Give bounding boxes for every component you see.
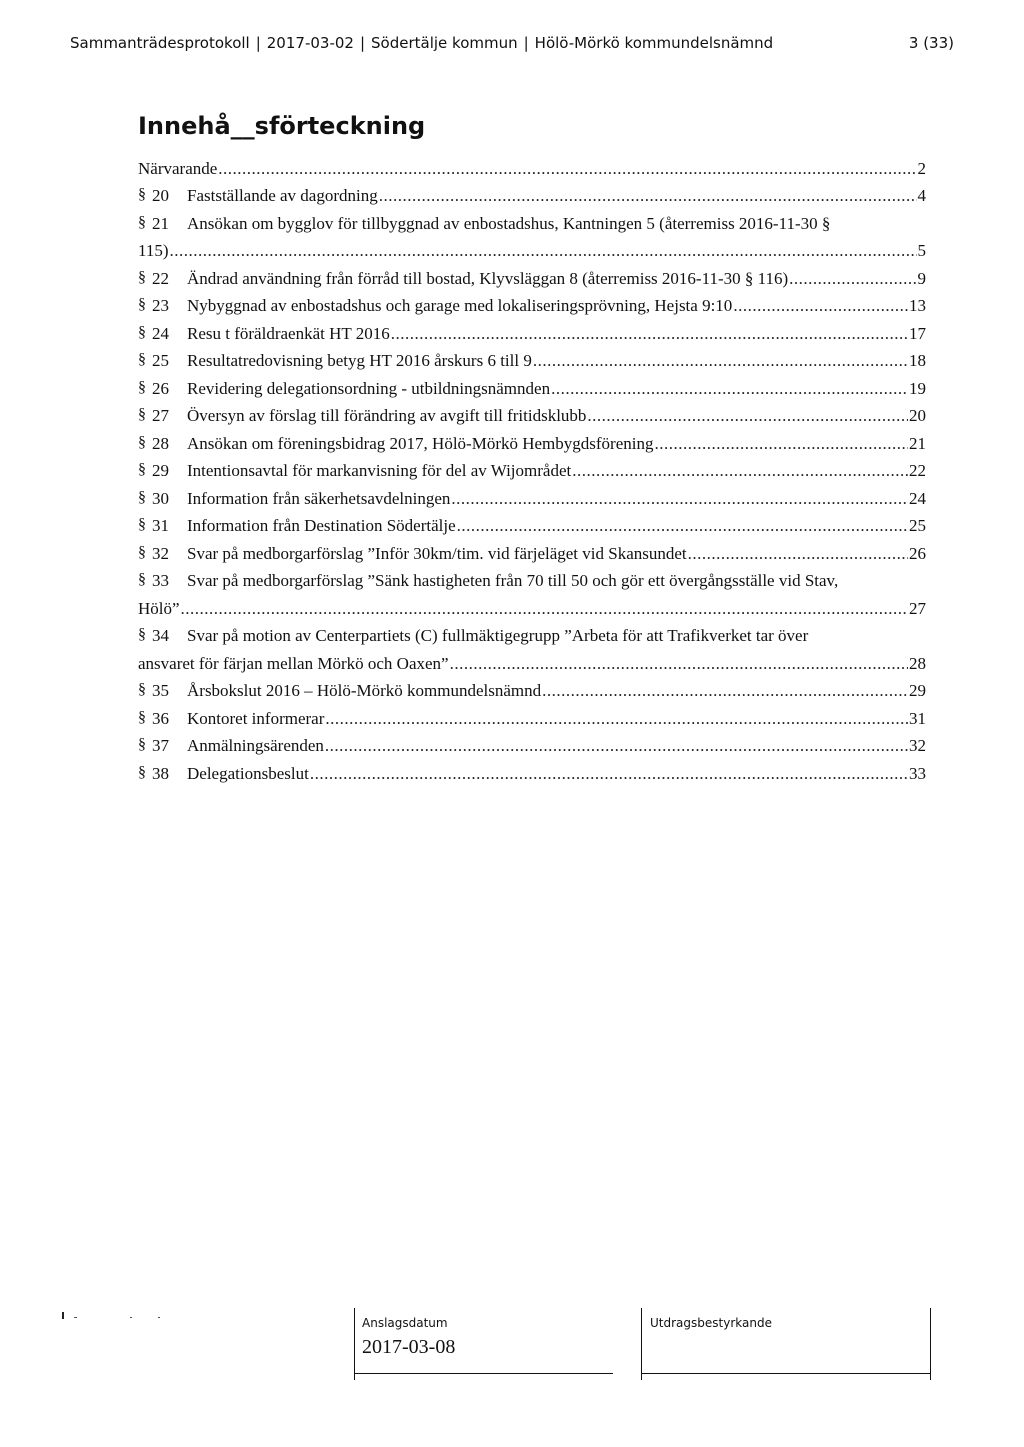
toc-entry-number: 26: [152, 378, 169, 398]
section-symbol: §: [138, 543, 146, 561]
section-symbol: §: [138, 296, 146, 313]
dot-leader: [572, 461, 908, 481]
section-symbol: §: [138, 626, 146, 643]
dot-leader: [655, 434, 909, 454]
toc-entry-title: Information från Destination Södertälje: [187, 516, 456, 535]
toc-entry[interactable]: [138, 296, 926, 324]
toc-entry-number: 35: [152, 681, 169, 700]
toc-entry[interactable]: [138, 269, 926, 297]
dot-leader: [542, 681, 908, 701]
toc-entry-title-cont: ansvaret för färjan mellan Mörkö och Oaxen”: [138, 653, 449, 673]
dot-leader: [391, 324, 908, 344]
table-of-contents: [138, 159, 926, 791]
page-title: Innehå__sförteckning: [138, 112, 426, 140]
toc-entry-page: 31: [909, 708, 926, 728]
section-symbol: §: [138, 378, 146, 396]
toc-entry-line: [138, 626, 926, 654]
section-symbol: §: [138, 461, 146, 478]
section-symbol: §: [138, 736, 146, 753]
footer-underline: [354, 1373, 613, 1374]
page-header: [70, 34, 954, 52]
toc-entry-title: Resu t föräldraenkät HT 2016: [187, 323, 390, 343]
toc-entry-page: 26: [909, 543, 926, 563]
footer-divider: [930, 1308, 931, 1380]
toc-entry[interactable]: [138, 571, 926, 626]
toc-entry-page: 18: [909, 351, 926, 370]
header-committee: Hölö-Mörkö kommundelsnämnd: [534, 34, 774, 52]
toc-entry[interactable]: [138, 764, 926, 792]
toc-entry[interactable]: [138, 544, 926, 572]
toc-entry-page: 25: [909, 516, 926, 535]
page-footer: [0, 1300, 1024, 1380]
dot-leader: [325, 736, 908, 756]
header-doc-type: Sammanträdesprotokoll: [70, 34, 250, 52]
toc-entry-number: 20: [152, 186, 169, 205]
section-symbol: §: [138, 351, 146, 368]
toc-entry-title: Intentionsavtal för markanvisning för del av Wijområdet: [187, 461, 572, 480]
toc-entry[interactable]: [138, 461, 926, 489]
toc-entry[interactable]: [138, 159, 926, 186]
toc-entry-number: 29: [152, 461, 169, 480]
posted-date-label: Anslagsdatum: [362, 1316, 448, 1330]
toc-entry-title: Revidering delegationsordning - utbildningsnämnden: [187, 378, 551, 398]
dot-leader: [450, 654, 908, 674]
posted-date-value: 2017-03-08: [362, 1336, 456, 1358]
toc-entry[interactable]: [138, 736, 926, 764]
certification-label: Utdragsbestyrkande: [650, 1316, 772, 1330]
toc-entry-page: 9: [917, 268, 926, 288]
toc-entry-number: 38: [152, 763, 169, 783]
toc-entry-title: Information från säkerhetsavdelningen: [187, 488, 451, 508]
toc-entry-title: Översyn av förslag till förändring av avgift till fritidsklubb: [187, 406, 587, 425]
toc-entry-title: Nybyggnad av enbostadshus och garage med lokaliseringsprövning, Hejsta 9:10: [187, 296, 733, 315]
section-symbol: §: [138, 488, 146, 506]
dot-leader: [551, 379, 908, 399]
toc-entry-title-cont: Hölö”: [138, 598, 180, 618]
toc-entry-line: [138, 214, 926, 242]
toc-entry-number: 34: [152, 626, 169, 645]
toc-entry-title: Svar på motion av Centerpartiets (C) fullmäktigegrupp ”Arbeta för att Trafikverket tar över: [187, 626, 809, 645]
section-symbol: §: [138, 708, 146, 726]
toc-entry[interactable]: [138, 324, 926, 352]
toc-entry-line: [138, 654, 926, 682]
toc-entry[interactable]: [138, 626, 926, 681]
toc-entry-number: 23: [152, 296, 169, 315]
toc-entry-number: 31: [152, 516, 169, 535]
toc-entry-line: [138, 571, 926, 599]
header-meta: Sammanträdesprotokoll | 2017-03-02 | Södertälje kommun | Hölö-Mörkö kommundelsnämnd: [70, 34, 774, 52]
toc-entry-title: Resultatredovisning betyg HT 2016 årskurs 6 till 9: [187, 351, 532, 370]
toc-entry-page: 4: [917, 186, 926, 205]
section-symbol: §: [138, 268, 146, 286]
dot-leader: [218, 159, 916, 179]
toc-entry-page: 22: [909, 461, 926, 480]
toc-entry-title: Ändrad användning från förråd till bostad, Klyvsläggan 8 (återremiss 2016-11-30 § 116): [187, 268, 789, 288]
toc-entry-title-cont: 115): [138, 241, 169, 260]
section-symbol: §: [138, 681, 146, 698]
toc-entry-title: Anmälningsärenden: [187, 736, 324, 755]
toc-entry[interactable]: [138, 516, 926, 544]
toc-entry-line: [138, 599, 926, 627]
toc-entry-page: 21: [909, 433, 926, 453]
section-symbol: §: [138, 213, 146, 231]
toc-entry-page: 27: [909, 598, 926, 618]
toc-entry-page: 2: [917, 159, 926, 178]
dot-leader: [789, 269, 916, 289]
toc-entry-title: Svar på medborgarförslag ”Sänk hastigheten från 70 till 50 och gör ett övergångsställe vid Stav,: [187, 571, 839, 590]
dot-leader: [451, 489, 908, 509]
section-symbol: §: [138, 406, 146, 423]
dot-leader: [325, 709, 908, 729]
dot-leader: [170, 241, 917, 261]
toc-entry-page: 17: [909, 323, 926, 343]
toc-entry[interactable]: [138, 351, 926, 379]
toc-entry[interactable]: [138, 709, 926, 737]
toc-entry[interactable]: [138, 681, 926, 709]
toc-entry[interactable]: [138, 489, 926, 517]
toc-entry-number: 33: [152, 571, 169, 590]
dot-leader: [457, 516, 908, 536]
dot-leader: [733, 296, 908, 316]
dot-leader: [181, 599, 908, 619]
toc-entry-number: 21: [152, 213, 169, 233]
toc-entry-number: 37: [152, 736, 169, 755]
header-municipality: Södertälje kommun: [371, 34, 518, 52]
toc-entry-title: Kontoret informerar: [187, 708, 325, 728]
toc-entry-title: Ansökan om föreningsbidrag 2017, Hölö-Mörkö Hembygdsförening: [187, 433, 654, 453]
toc-entry-number: 27: [152, 406, 169, 425]
toc-entry-page: 13: [909, 296, 926, 315]
toc-entry-page: 20: [909, 406, 926, 425]
section-symbol: §: [138, 186, 146, 203]
toc-entry-number: 32: [152, 543, 169, 563]
dot-leader: [310, 764, 908, 784]
section-symbol: §: [138, 571, 146, 588]
toc-entry-page: 19: [909, 378, 926, 398]
toc-entry[interactable]: [138, 379, 926, 407]
header-page-number: 3 (33): [908, 34, 954, 52]
toc-entry-page: 5: [917, 241, 926, 260]
toc-entry-page: 24: [909, 488, 926, 508]
footer-underline: [641, 1373, 930, 1374]
toc-entry-line: [138, 241, 926, 269]
toc-entry-page: 32: [909, 736, 926, 755]
toc-entry[interactable]: [138, 434, 926, 462]
toc-entry-title: Årsbokslut 2016 – Hölö-Mörkö kommundelsnämnd: [187, 681, 542, 700]
section-symbol: §: [138, 433, 146, 451]
dot-leader: [688, 544, 908, 564]
toc-entry-title: Fastställande av dagordning: [187, 186, 378, 205]
scan-marks: [62, 1312, 172, 1322]
section-symbol: §: [138, 323, 146, 341]
section-symbol: §: [138, 516, 146, 533]
toc-entry-number: 36: [152, 708, 169, 728]
toc-entry[interactable]: [138, 406, 926, 434]
footer-divider: [641, 1308, 642, 1380]
toc-entry-number: 25: [152, 351, 169, 370]
toc-entry-title: Svar på medborgarförslag ”Inför 30km/tim. vid färjeläget vid Skansundet: [187, 543, 687, 563]
dot-leader: [533, 351, 908, 371]
toc-entry-title: Ansökan om bygglov för tillbyggnad av enbostadshus, Kantningen 5 (återremiss 2016-11-30 §: [187, 213, 831, 233]
dot-leader: [587, 406, 908, 426]
section-symbol: §: [138, 763, 146, 781]
toc-entry[interactable]: [138, 214, 926, 269]
header-date: 2017-03-02: [266, 34, 354, 52]
toc-entry-number: 24: [152, 323, 169, 343]
toc-entry-title: Delegationsbeslut: [187, 763, 309, 783]
toc-entry-number: 28: [152, 433, 169, 453]
dot-leader: [379, 186, 917, 206]
toc-entry-page: 33: [909, 763, 926, 783]
toc-entry-number: 30: [152, 488, 169, 508]
toc-entry-page: 29: [909, 681, 926, 700]
toc-entry-page: 28: [909, 653, 926, 673]
toc-entry-title: Närvarande: [138, 159, 218, 178]
footer-divider: [354, 1308, 355, 1380]
toc-entry[interactable]: [138, 186, 926, 214]
toc-entry-number: 22: [152, 268, 169, 288]
